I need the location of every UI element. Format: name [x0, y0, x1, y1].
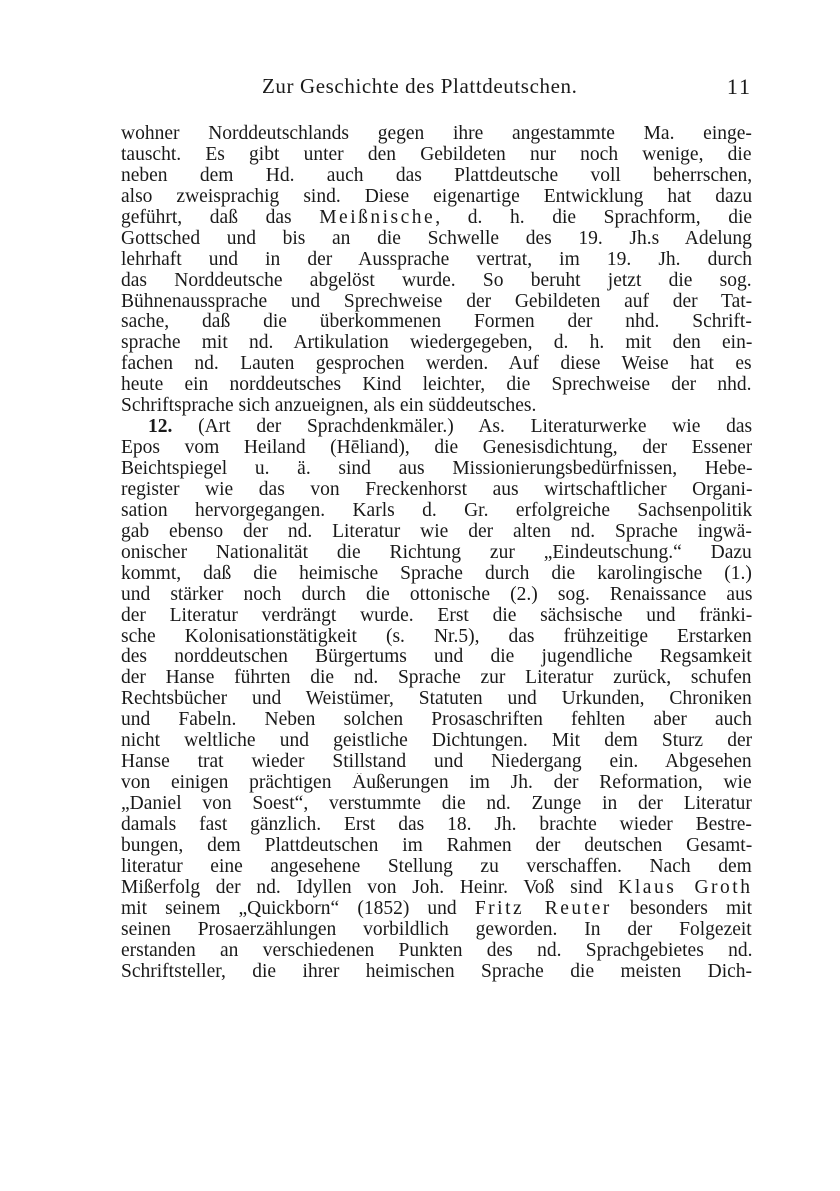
- line-text: heute ein norddeutsches Kind leichter, die Sprechweise der nhd.: [121, 375, 752, 396]
- line-text: onischer Nationalität die Richtung zur „Eindeutschung.“ Dazu: [121, 542, 752, 563]
- text-line: [121, 375, 752, 396]
- line-text: lehrhaft und in der Aussprache vertrat, im 19. Jh. durch: [121, 249, 752, 270]
- spaced-author-name: Klaus Groth: [618, 877, 752, 898]
- text-line: [121, 647, 752, 668]
- line-text: Rechtsbücher und Weistümer, Statuten und Urkunden, Chroniken: [121, 689, 752, 710]
- line-text: wohner Norddeutschlands gegen ihre angestammte Ma. einge-: [121, 124, 752, 144]
- text-line: [121, 145, 752, 166]
- line-text: Schriftsteller, die ihrer heimischen Sprache die meisten Dich-: [121, 961, 752, 982]
- text-line: [121, 543, 752, 564]
- line-text: Bühnenaussprache und Sprechweise der Gebildeten auf der Tat-: [121, 291, 752, 312]
- line-text-composite: [121, 878, 752, 899]
- text-line: [121, 333, 752, 354]
- line-text: von einigen prächtigen Äußerungen im Jh. der Reformation, wie: [121, 773, 752, 794]
- line-text: bungen, dem Plattdeutschen im Rahmen der deutschen Gesamt-: [121, 835, 752, 856]
- line-text: kommt, daß die heimische Sprache durch die karolingische (1.): [121, 563, 752, 584]
- text-line: [121, 522, 752, 543]
- text-line: [121, 480, 752, 501]
- line-text-composite: [148, 417, 752, 438]
- text-line: [121, 731, 752, 752]
- line-text: sache, daß die überkommenen Formen der nhd. Schrift-: [121, 312, 752, 333]
- line-text-composite: [121, 208, 752, 229]
- spaced-author-name: Fritz Reuter: [474, 898, 612, 919]
- text-line: [121, 836, 752, 857]
- text-line: [121, 166, 752, 187]
- text-line: [121, 187, 752, 208]
- line-text: neben dem Hd. auch das Plattdeutsche voll beherrschen,: [121, 165, 752, 186]
- line-text: mit seinem „Quickborn“ (1852) und: [121, 898, 475, 919]
- text-line: [121, 920, 752, 941]
- running-head: [262, 74, 752, 104]
- line-text: fachen nd. Lauten gesprochen werden. Auf diese Weise hat es: [121, 354, 752, 375]
- line-text: der Literatur verdrängt wurde. Erst die sächsische und fränki-: [121, 605, 752, 626]
- text-line: [121, 773, 752, 794]
- line-text: erstanden an verschiedenen Punkten des nd. Sprachgebietes nd.: [121, 940, 752, 961]
- line-text: , d. h. die Sprachform, die: [435, 207, 752, 228]
- text-line: [121, 606, 752, 627]
- line-text: sation hervorgegangen. Karls d. Gr. erfolgreiche Sachsenpolitik: [121, 500, 752, 521]
- text-line: [121, 354, 752, 375]
- line-text: tauscht. Es gibt unter den Gebildeten nur noch wenige, die: [121, 144, 752, 165]
- line-text-composite: [121, 899, 752, 920]
- running-title: Zur Geschichte des Plattdeutschen.: [262, 74, 578, 98]
- line-text: also zweisprachig sind. Diese eigenartige Entwicklung hat dazu: [121, 186, 752, 207]
- line-text: Schriftsprache sich anzueignen, als ein süddeutsches.: [121, 396, 537, 417]
- text-line: [121, 815, 752, 836]
- text-line: [121, 962, 752, 983]
- text-line: [121, 668, 752, 689]
- line-text: seinen Prosaerzählungen vorbildlich geworden. In der Folgezeit: [121, 919, 752, 940]
- line-text: literatur eine angesehene Stellung zu verschaffen. Nach dem: [121, 856, 752, 877]
- line-text: Mißerfolg der nd. Idyllen von Joh. Heinr. Voß sind: [121, 877, 619, 898]
- text-line: [121, 250, 752, 271]
- line-text: das Norddeutsche abgelöst wurde. So beruht jetzt die sog.: [121, 270, 752, 291]
- line-text: und stärker noch durch die ottonische (2.) sog. Renaissance aus: [121, 584, 752, 605]
- text-line: [121, 271, 752, 292]
- page-number: 11: [726, 74, 752, 99]
- line-text: damals fast gänzlich. Erst das 18. Jh. brachte wieder Bestre-: [121, 814, 752, 835]
- text-line: [121, 124, 752, 145]
- text-line: [121, 417, 752, 438]
- text-line: [121, 292, 752, 313]
- line-text: sche Kolonisationstätigkeit (s. Nr.5), das frühzeitige Erstarken: [121, 626, 752, 647]
- line-text: geführt, daß das: [121, 207, 320, 228]
- line-text: und Fabeln. Neben solchen Prosaschriften fehlten aber auch: [121, 710, 752, 731]
- text-line: [121, 208, 752, 229]
- line-text: Hanse trat wieder Stillstand und Niedergang ein. Abgesehen: [121, 752, 752, 773]
- text-line: [121, 564, 752, 585]
- line-text: „Daniel von Soest“, verstummte die nd. Zunge in der Literatur: [121, 794, 752, 814]
- line-text: Gottsched und bis an die Schwelle des 19. Jh.s Adelung: [121, 228, 752, 249]
- line-text: besonders mit: [611, 898, 752, 919]
- line-text: Beichtspiegel u. ä. sind aus Missionierungsbedürfnissen, Hebe-: [121, 459, 752, 479]
- text-line: [121, 710, 752, 731]
- spaced-term: Meißnische: [319, 207, 436, 228]
- text-line: [121, 585, 752, 606]
- text-line: [121, 501, 752, 522]
- text-line: [121, 878, 752, 899]
- text-line: [121, 857, 752, 878]
- line-text: nicht weltliche und geistliche Dichtungen. Mit dem Sturz der: [121, 731, 752, 752]
- line-text: des norddeutschen Bürgertums und die jugendliche Regsamkeit: [121, 647, 752, 668]
- text-line: [121, 689, 752, 710]
- text-line: [121, 794, 752, 815]
- text-line: [121, 899, 752, 920]
- line-text: register wie das von Freckenhorst aus wirtschaftlicher Organi-: [121, 479, 752, 500]
- section-number: 12.: [148, 417, 173, 438]
- line-text: Epos vom Heiland (Hēliand), die Genesisdichtung, der Essener: [121, 438, 752, 459]
- text-line: [121, 459, 752, 480]
- line-text: der Hanse führten die nd. Sprache zur Literatur zurück, schufen: [121, 668, 752, 689]
- text-line: [121, 312, 752, 333]
- line-text: sprache mit nd. Artikulation wiedergegeben, d. h. mit den ein-: [121, 333, 752, 354]
- line-text: (Art der Sprachdenkmäler.) As. Literaturwerke wie das: [172, 417, 752, 438]
- text-line: [121, 627, 752, 648]
- text-line: [121, 941, 752, 962]
- text-line: [121, 229, 752, 250]
- text-line: [121, 752, 752, 773]
- line-text: gab ebenso der nd. Literatur wie der alten nd. Sprache ingwä-: [121, 521, 752, 542]
- body-text: [121, 124, 752, 982]
- text-line: [121, 438, 752, 459]
- text-line: [121, 396, 752, 417]
